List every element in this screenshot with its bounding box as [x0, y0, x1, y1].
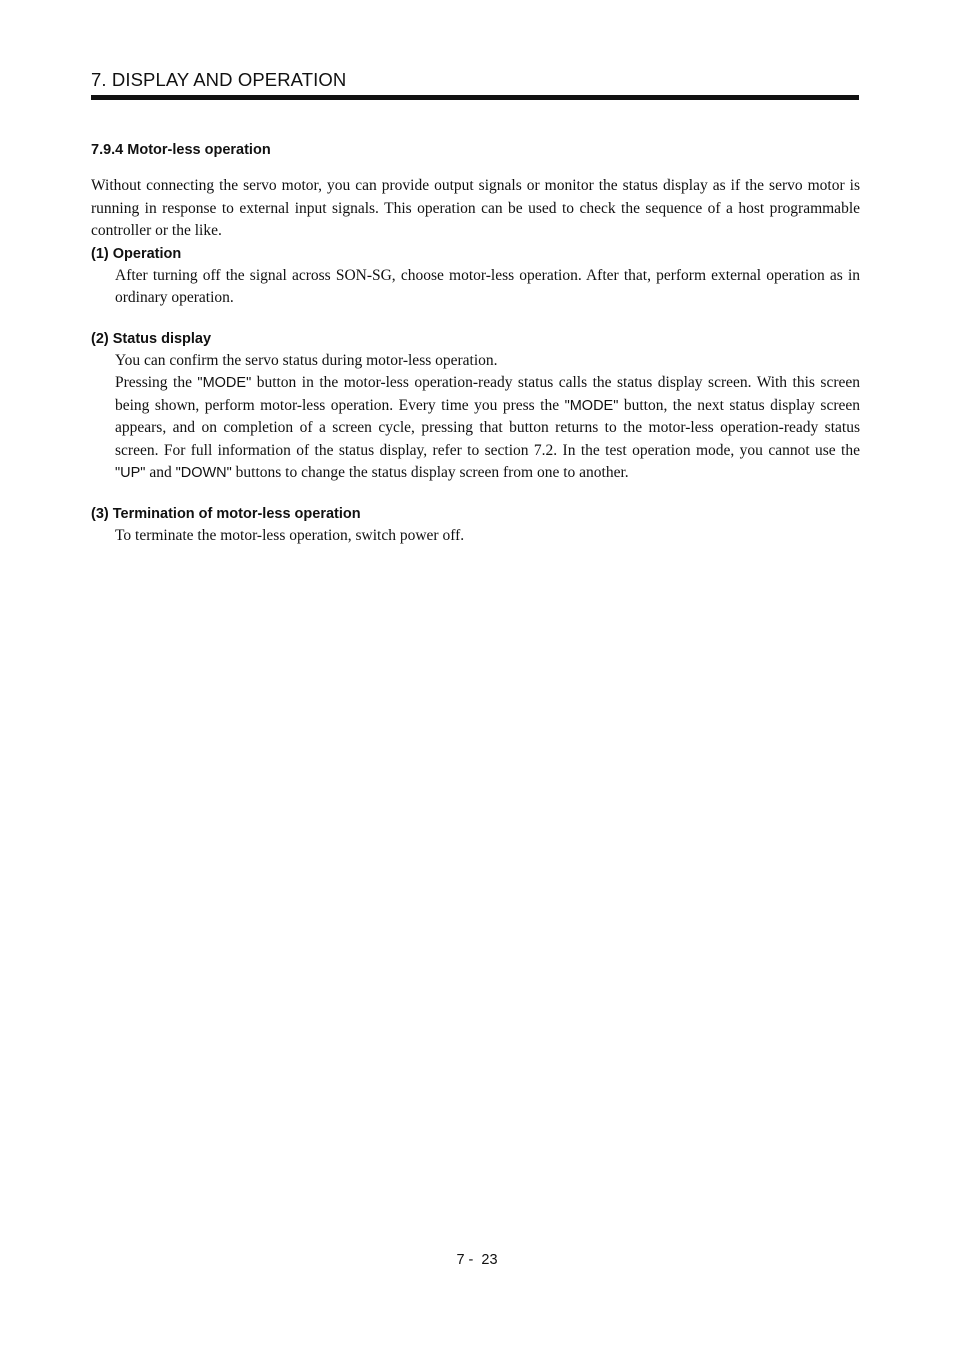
mode-button-label: "MODE" [564, 397, 619, 414]
page-header [91, 68, 860, 100]
page-number: 7 - 23 [456, 1252, 498, 1268]
status-display-paragraph [91, 372, 860, 485]
status-display-line: You can confirm the servo status during motor-less operation. [115, 351, 498, 369]
mode-button-label: "MODE" [197, 375, 252, 391]
text-run: button, the next status display screen appears, and on completion of a screen cycle, pressing that button returns to the motor-less operation-ready status screen. For full information of the status display, refer to section 7.2. In the test operation mode, you cannot use the [115, 396, 860, 459]
chapter-title: 7. DISPLAY AND OPERATION [91, 69, 347, 90]
spacer [91, 310, 860, 328]
spacer [91, 485, 860, 503]
down-button-label: "DOWN" [175, 465, 232, 481]
text-run: and [145, 464, 176, 481]
subsection-heading-operation: (1) Operation [91, 245, 182, 262]
intro-paragraph: Without connecting the servo motor, you can provide output signals or monitor the status display as if the servo motor is running in response to external input signals. This operation can be used to check the sequence of a host programmable controller or the like. [91, 177, 860, 239]
subsection-heading-termination: (3) Termination of motor-less operation [91, 505, 361, 522]
termination-paragraph: To terminate the motor-less operation, switch power off. [115, 526, 465, 544]
document-body [91, 139, 860, 547]
text-run: buttons to change the status display screen from one to another. [231, 464, 629, 481]
text-run: Pressing the [115, 374, 198, 391]
operation-paragraph: After turning off the signal across SON-SG, choose motor-less operation. After that, perform external operation as in ordinary operation. [115, 266, 860, 306]
header-rule [91, 95, 859, 100]
subsection-heading-status-display: (2) Status display [91, 330, 212, 347]
text-run: button in the motor-less operation-ready status calls the status display screen. With this screen being shown, perform motor-less operation. Every time you press the [115, 374, 860, 414]
up-button-label: "UP" [115, 465, 146, 481]
section-heading: 7.9.4 Motor-less operation [91, 142, 271, 158]
